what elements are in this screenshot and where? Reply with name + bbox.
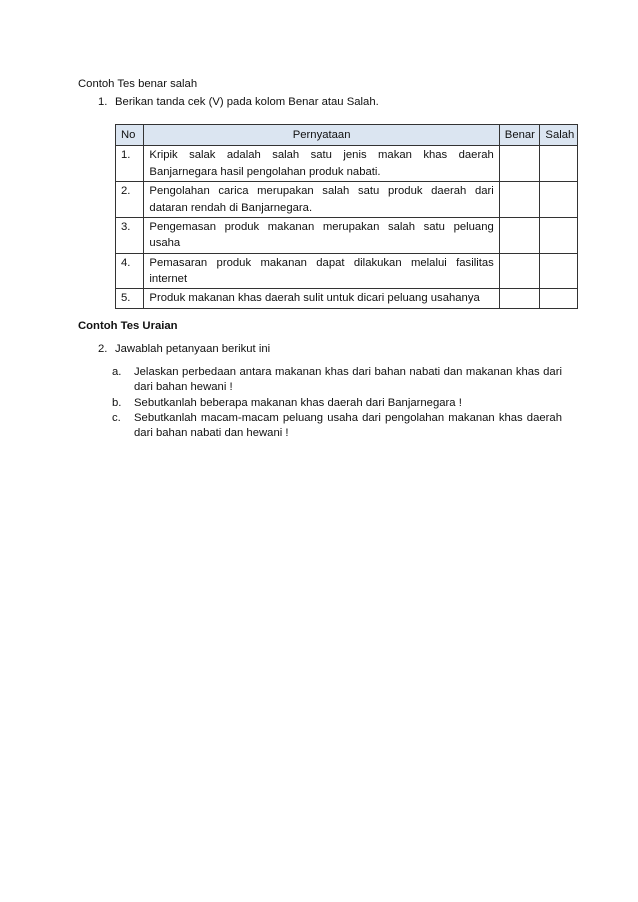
- table-row: [116, 182, 578, 218]
- header-no: No: [116, 125, 144, 146]
- section-title-essay: Contoh Tes Uraian: [78, 320, 178, 332]
- instruction-text: Berikan tanda cek (V) pada kolom Benar atau Salah.: [115, 96, 379, 108]
- header-statement: Pernyataan: [144, 125, 499, 146]
- answer-false-cell[interactable]: [540, 289, 578, 308]
- list-item: [112, 396, 562, 411]
- item-letter: b.: [112, 396, 122, 409]
- answer-false-cell[interactable]: [540, 253, 578, 289]
- list-item: [112, 411, 562, 442]
- item-text: Sebutkanlah beberapa makanan khas daerah dari Banjarnegara !: [134, 396, 462, 409]
- answer-false-cell[interactable]: [540, 217, 578, 253]
- row-statement: Pengemasan produk makanan merupakan salah satu peluang usaha: [144, 217, 499, 253]
- table-row: [116, 217, 578, 253]
- answer-true-cell[interactable]: [499, 146, 540, 182]
- row-number: 2.: [116, 182, 144, 218]
- answer-true-cell[interactable]: [499, 182, 540, 218]
- table-row: [116, 253, 578, 289]
- row-number: 4.: [116, 253, 144, 289]
- answer-true-cell[interactable]: [499, 217, 540, 253]
- list-item: [112, 365, 562, 396]
- row-statement: Produk makanan khas daerah sulit untuk dicari peluang usahanya: [144, 289, 499, 308]
- header-true: Benar: [499, 125, 540, 146]
- item-letter: c.: [112, 411, 121, 424]
- answer-true-cell[interactable]: [499, 289, 540, 308]
- question-line: [98, 342, 270, 357]
- true-false-table: [115, 124, 578, 309]
- row-number: 3.: [116, 217, 144, 253]
- answer-false-cell[interactable]: [540, 182, 578, 218]
- row-statement: Pengolahan carica merupakan salah satu produk daerah dari dataran rendah di Banjarnegara.: [144, 182, 499, 218]
- question-number: 2.: [98, 343, 108, 355]
- question-text: Jawablah petanyaan berikut ini: [115, 343, 271, 355]
- table-row: [116, 146, 578, 182]
- answer-false-cell[interactable]: [540, 146, 578, 182]
- item-text: Jelaskan perbedaan antara makanan khas dari bahan nabati dan makanan khas dari dari bahan hewani !: [134, 366, 562, 394]
- row-statement: Kripik salak adalah salah satu jenis makan khas daerah Banjarnegara hasil pengolahan produk nabati.: [144, 146, 499, 182]
- table-row: [116, 289, 578, 308]
- instruction-number: 1.: [98, 96, 108, 108]
- header-false: Salah: [540, 125, 578, 146]
- item-text: Sebutkanlah macam-macam peluang usaha dari pengolahan makanan khas daerah dari bahan nabati dan hewani !: [134, 411, 562, 439]
- instruction-line: [98, 95, 379, 110]
- item-letter: a.: [112, 366, 122, 378]
- row-statement: Pemasaran produk makanan dapat dilakukan melalui fasilitas internet: [144, 253, 499, 289]
- essay-question-list: [112, 365, 562, 441]
- table-header-row: [116, 125, 578, 146]
- row-number: 5.: [116, 289, 144, 308]
- answer-true-cell[interactable]: [499, 253, 540, 289]
- section-title-true-false: Contoh Tes benar salah: [78, 78, 198, 90]
- row-number: 1.: [116, 146, 144, 182]
